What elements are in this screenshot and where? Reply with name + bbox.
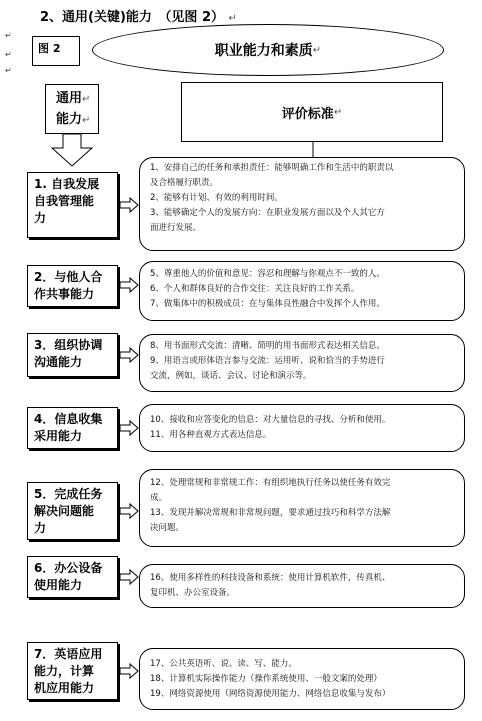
criteria-box: 16、使用多样性的科技设备和系统：使用计算机软件，传真机、 复印机、办公室设备。: [139, 564, 465, 608]
category-box: 6．办公设备 使用能力: [27, 556, 118, 598]
category-box: 7．英语应用 能力，计算 机应用能力: [27, 642, 118, 700]
category-box: 1. 自我发展 自我管理能 力: [27, 172, 118, 238]
header-right: 评价标准 ↵: [181, 82, 443, 142]
margin-mark: ↵: [5, 50, 12, 59]
figure-label: 图 2: [32, 36, 80, 66]
down-arrow-icon: [52, 134, 92, 166]
criteria-box: 5、尊重他人的价值和意见：容忍和理解与你观点不一致的人。 6、个人和群体良好的合作交往：关注良好的工作关系。 7、做集体中的积极成员：在与集体良性融合中发挥个人作用。: [139, 261, 465, 321]
right-arrow-icon: [120, 278, 138, 292]
criteria-box: 8、用书面形式交流：清晰、简明的用书面形式表达相关信息。 9、用语言或形体语言参与交流：运用听、说和恰当的手势进行 交流，例如，谈话、会议、讨论和演示等。: [139, 334, 465, 392]
main-title: 职业能力和素质 ↵: [92, 24, 444, 76]
right-arrow-icon: [120, 348, 138, 362]
header-left: 通用↵ 能力↵: [45, 84, 99, 134]
category-box: 2．与他人合 作共事能力: [27, 265, 118, 307]
margin-mark: ↵: [5, 66, 12, 75]
right-arrow-icon: [120, 198, 138, 212]
criteria-box: 10、接收和应答变化的信息：对大量信息的寻找、分析和使用。 11、用各种直观方式表达信息。: [139, 404, 465, 452]
right-arrow-icon: [120, 664, 138, 678]
right-arrow-icon: [120, 421, 138, 435]
criteria-box: 17、公共英语听、说、读、写、能力。 18、计算机实际操作能力（操作系统使用、一般文案的处理） 19、网络资源使用（网络资源使用能力、网络信息收集与发布）: [139, 648, 465, 710]
right-arrow-icon: [120, 504, 138, 518]
criteria-box: 1、安排自己的任务和承担责任：能够明确工作和生活中的职责以 及合格履行职责。 2、能够有计划、有效的利用时间。 3、能够确定个人的发展方向：在职业发展方面以及个人其它方 面进行发展。: [139, 157, 465, 251]
margin-mark: ↵: [5, 31, 12, 40]
category-box: 4．信息收集 采用能力: [27, 407, 118, 449]
criteria-box: 12、处理常规和非常规工作：有组织地执行任务以使任务有效完 成。 13、发现并解决常规和非常规问题，要求通过技巧和科学方法解 决问题。: [139, 469, 465, 547]
right-arrow-icon: [120, 570, 138, 584]
category-box: 5．完成任务 解决问题能 力: [27, 482, 118, 540]
category-box: 3．组织协调 沟通能力: [27, 333, 118, 377]
section-title: 2、通用(关键)能力 （见图 2） ↵: [40, 10, 237, 25]
